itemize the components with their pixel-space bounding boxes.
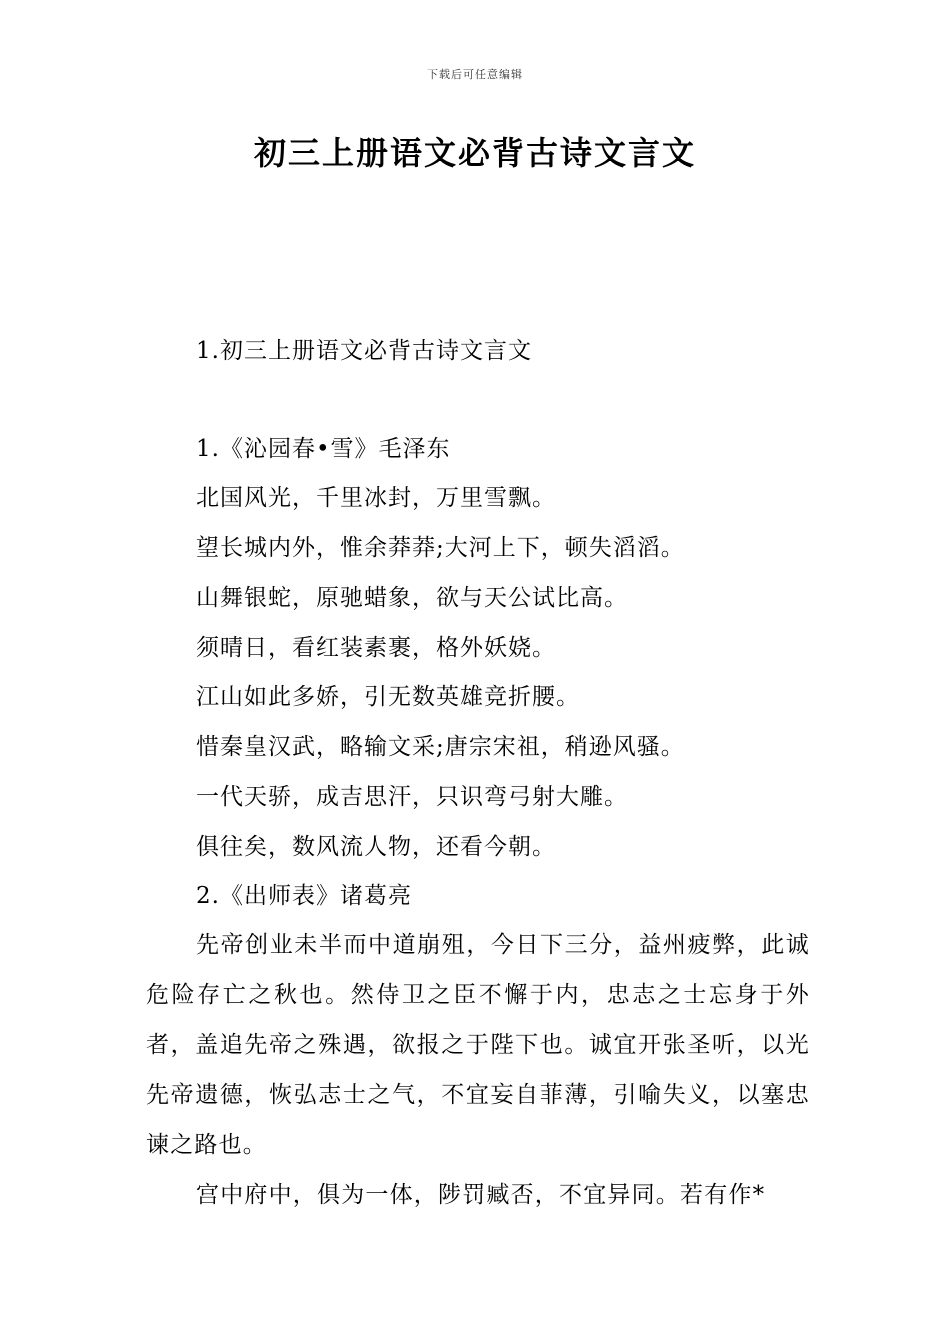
essay-heading: 2.《出师表》诸葛亮 (196, 883, 412, 909)
poem-line: 须晴日，看红装素裹，格外妖娆。 (196, 635, 556, 661)
essay-paragraph: 宫中府中，俱为一体，陟罚臧否，不宜异同。若有作* (196, 1182, 766, 1208)
essay-paragraph: 先帝创业未半而中道崩殂，今日下三分，益州疲弊，此诚危险存亡之秋也。然侍卫之臣不懈于内，忠志之士忘身于外者，盖追先帝之殊遇，欲报之于陛下也。诚宜开张圣听，以光先帝遗德，恢弘志士之气，不宜妄自菲薄，引喻失义，以塞忠谏之路也。 (146, 932, 810, 1158)
poem-line: 江山如此多娇，引无数英雄竞折腰。 (196, 684, 580, 710)
poem-line: 望长城内外，惟余莽莽;大河上下，顿失滔滔。 (196, 535, 685, 561)
poem-line: 山舞银蛇，原驰蜡象，欲与天公试比高。 (196, 585, 628, 611)
header-note: 下载后可任意编辑 (427, 68, 523, 81)
poem-line: 一代天骄，成吉思汗，只识弯弓射大雕。 (196, 784, 628, 810)
poem-heading: 1.《沁园春•雪》毛泽东 (196, 436, 451, 462)
poem-line: 俱往矣，数风流人物，还看今朝。 (196, 834, 556, 860)
section-heading: 1.初三上册语文必背古诗文言文 (196, 338, 532, 364)
document-title: 初三上册语文必背古诗文言文 (253, 134, 696, 172)
poem-line: 惜秦皇汉武，略输文采;唐宗宋祖，稍逊风骚。 (196, 734, 685, 760)
poem-line: 北国风光，千里冰封，万里雪飘。 (196, 485, 556, 511)
